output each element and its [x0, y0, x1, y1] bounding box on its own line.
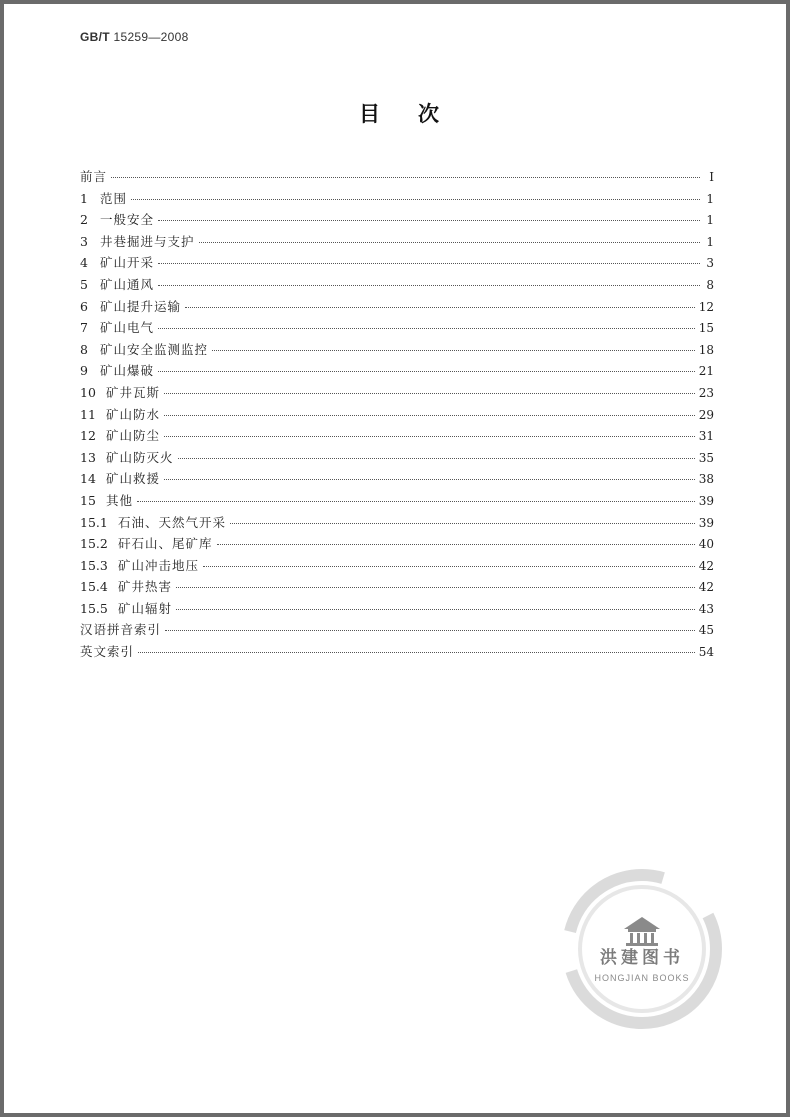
toc-dot-leader: [164, 436, 695, 437]
toc-entry-page-number: 1: [706, 213, 714, 228]
toc-entry-label: 其他: [106, 492, 134, 508]
toc-dot-leader: [164, 479, 695, 480]
toc-entry: [80, 642, 714, 664]
toc-dot-leader: [176, 609, 695, 610]
toc-entry-page-number: 29: [698, 407, 714, 422]
toc-dot-leader: [158, 371, 695, 372]
toc-entry-page-number: 42: [698, 558, 714, 573]
toc-entry-page-number: 12: [698, 299, 714, 314]
toc-entry: [80, 361, 714, 383]
toc-entry-number: 5: [80, 276, 88, 292]
toc-entry-label: 矿山防水: [106, 406, 161, 422]
toc-entry: [80, 275, 714, 297]
toc-entry-label: 矿井瓦斯: [106, 384, 161, 400]
standard-code-header: [80, 30, 189, 44]
toc-dot-leader: [212, 350, 695, 351]
toc-entry-number: 14: [80, 471, 96, 487]
toc-entry-number: 15.1: [80, 514, 108, 530]
toc-entry-page-number: 39: [698, 493, 714, 508]
toc-entry-label: 矿山救援: [106, 471, 161, 487]
toc-entry-number: 7: [80, 320, 88, 336]
toc-entry-label: 矸石山、尾矿库: [118, 536, 213, 552]
toc-entry-label: 矿山电气: [100, 320, 155, 336]
standard-code-prefix: GB/T: [80, 30, 110, 44]
toc-entry: [80, 383, 714, 405]
toc-entry: [80, 620, 714, 642]
toc-entry-number: 15.3: [80, 557, 108, 573]
toc-entry: [80, 556, 714, 578]
toc-entry: [80, 534, 714, 556]
toc-entry: [80, 318, 714, 340]
toc-entry-page-number: 54: [698, 645, 714, 660]
toc-entry-number: 3: [80, 233, 88, 249]
toc-entry-page-number: 15: [698, 321, 714, 336]
toc-entry-number: 1: [80, 190, 88, 206]
toc-dot-leader: [199, 242, 700, 243]
toc-entry-number: 15.2: [80, 536, 108, 552]
toc-entry-number: 9: [80, 363, 88, 379]
toc-entry-page-number: 45: [698, 623, 714, 638]
toc-entry: [80, 513, 714, 535]
toc-entry-number: 4: [80, 255, 88, 271]
toc-entry: [80, 297, 714, 319]
toc-dot-leader: [138, 652, 695, 653]
toc-entry-number: 2: [80, 212, 88, 228]
toc-entry-label: 井巷掘进与支护: [100, 233, 195, 249]
toc-dot-leader: [111, 177, 700, 178]
toc-entry-page-number: 43: [698, 601, 714, 616]
watermark-english-text: HONGJIAN BOOKS: [594, 973, 690, 983]
toc-dot-leader: [137, 501, 695, 502]
toc-entry-label: 石油、天然气开采: [118, 514, 227, 530]
toc-entry-label: 矿山防灭火: [106, 449, 174, 465]
toc-entry-label: 矿山冲击地压: [118, 557, 200, 573]
toc-entry-page-number: 40: [698, 537, 714, 552]
table-of-contents: [80, 167, 714, 664]
toc-entry-page-number: Ⅰ: [709, 170, 714, 184]
toc-entry-label: 范围: [100, 190, 128, 206]
toc-entry-page-number: 31: [698, 429, 714, 444]
toc-entry-page-number: 1: [706, 191, 714, 206]
toc-entry-page-number: 3: [706, 256, 714, 271]
toc-dot-leader: [165, 630, 695, 631]
toc-entry-number: 15.5: [80, 600, 108, 616]
toc-dot-leader: [131, 199, 700, 200]
toc-entry-page-number: 42: [698, 580, 714, 595]
toc-entry-label: 汉语拼音索引: [80, 622, 162, 638]
toc-dot-leader: [176, 587, 695, 588]
toc-entry: [80, 426, 714, 448]
toc-entry: [80, 405, 714, 427]
toc-entry-label: 矿山辐射: [118, 600, 173, 616]
toc-entry: [80, 469, 714, 491]
toc-dot-leader: [178, 458, 695, 459]
toc-dot-leader: [158, 263, 700, 264]
hongjian-books-watermark: [552, 859, 732, 1039]
toc-entry-label: 英文索引: [80, 644, 135, 660]
toc-entry-page-number: 1: [706, 234, 714, 249]
toc-entry-label: 矿山开采: [100, 255, 155, 271]
toc-entry: [80, 210, 714, 232]
toc-entry-number: 13: [80, 449, 96, 465]
toc-entry-label: 矿山安全监测监控: [100, 341, 209, 357]
toc-entry-label: 矿山防尘: [106, 428, 161, 444]
toc-dot-leader: [164, 393, 695, 394]
toc-entry-label: 前言: [80, 169, 108, 184]
toc-dot-leader: [230, 523, 695, 524]
toc-entry-label: 矿山通风: [100, 276, 155, 292]
toc-entry-page-number: 35: [698, 450, 714, 465]
toc-entry: [80, 340, 714, 362]
toc-entry-page-number: 23: [698, 385, 714, 400]
standard-code-number: 15259—2008: [113, 30, 189, 44]
toc-dot-leader: [217, 544, 695, 545]
toc-entry: [80, 167, 714, 189]
toc-entry-number: 10: [80, 384, 96, 400]
toc-dot-leader: [158, 285, 700, 286]
toc-entry: [80, 448, 714, 470]
toc-entry-number: 8: [80, 341, 88, 357]
watermark-chinese-text: 洪建图书: [600, 948, 684, 968]
toc-entry-page-number: 8: [706, 277, 714, 292]
toc-dot-leader: [158, 328, 695, 329]
page-title: 目次: [359, 101, 477, 126]
toc-entry-label: 一般安全: [100, 212, 155, 228]
toc-entry-label: 矿山提升运输: [100, 298, 182, 314]
toc-entry-label: 矿山爆破: [100, 363, 155, 379]
toc-dot-leader: [203, 566, 695, 567]
toc-entry-page-number: 38: [698, 472, 714, 487]
toc-entry-page-number: 18: [698, 342, 714, 357]
toc-entry: [80, 232, 714, 254]
toc-entry: [80, 491, 714, 513]
toc-entry: [80, 599, 714, 621]
toc-entry-number: 11: [80, 406, 96, 422]
toc-entry-label: 矿井热害: [118, 579, 173, 595]
toc-entry-number: 15: [80, 492, 96, 508]
toc-entry-number: 12: [80, 428, 96, 444]
toc-entry: [80, 253, 714, 275]
toc-dot-leader: [185, 307, 695, 308]
building-icon: [624, 917, 660, 946]
toc-dot-leader: [158, 220, 700, 221]
toc-entry-page-number: 21: [698, 364, 714, 379]
toc-entry-number: 6: [80, 298, 88, 314]
toc-entry: [80, 577, 714, 599]
toc-entry: [80, 189, 714, 211]
toc-entry-number: 15.4: [80, 579, 108, 595]
toc-dot-leader: [164, 415, 695, 416]
toc-entry-page-number: 39: [698, 515, 714, 530]
